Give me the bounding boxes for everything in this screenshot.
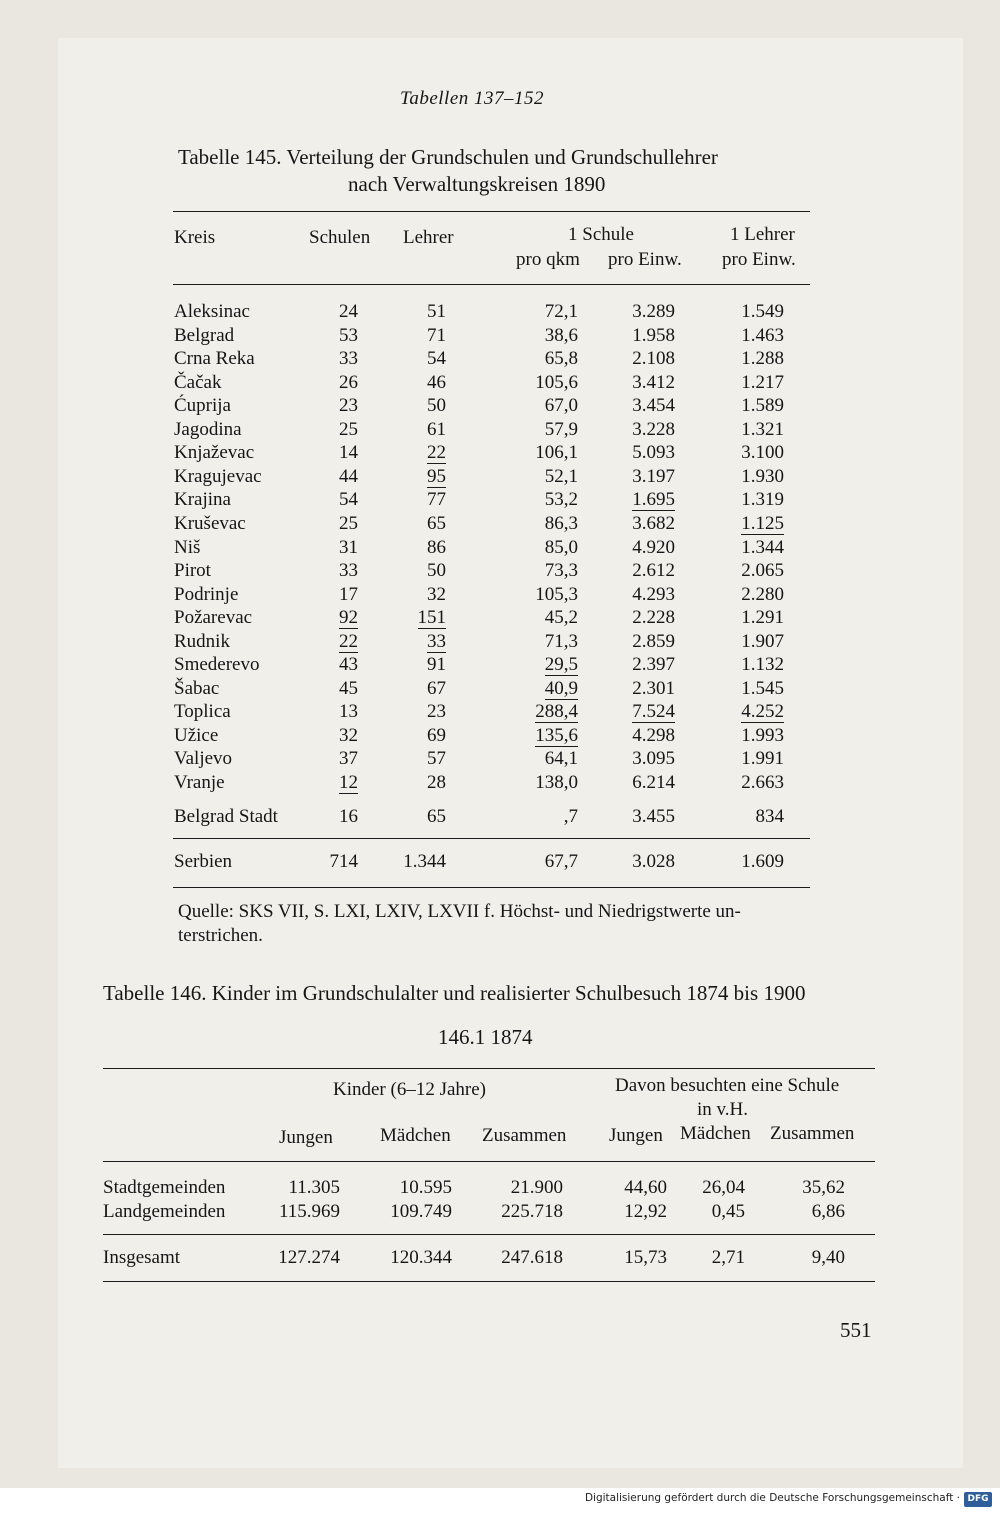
table-cell: 1.344 — [741, 536, 784, 558]
table-row-label: Belgrad — [174, 324, 235, 346]
table-cell: 54 — [339, 489, 358, 511]
table-cell: 2.228 — [632, 607, 675, 629]
table-row-label: Rudnik — [174, 630, 230, 652]
table-cell: 4.920 — [632, 536, 675, 558]
table-cell: 37 — [339, 748, 358, 770]
table-cell: 32 — [339, 724, 358, 746]
table-cell: 105,6 — [535, 371, 578, 393]
table-cell: 106,1 — [535, 442, 578, 464]
table-cell: 3.228 — [632, 418, 675, 440]
header-maedchen: Mädchen — [380, 1125, 451, 1146]
table-cell: 1.958 — [632, 324, 675, 346]
table-cell: 95 — [427, 465, 446, 487]
total-cell: 3.028 — [632, 851, 675, 872]
table-cell: 225.718 — [501, 1201, 563, 1222]
table-row-label: Podrinje — [174, 583, 239, 605]
table-cell: 1.463 — [741, 324, 784, 346]
total-cell: 1.609 — [741, 851, 784, 872]
table-cell: 6,86 — [811, 1201, 845, 1222]
table-cell: 3.197 — [632, 465, 675, 487]
total-label: Serbien — [174, 851, 233, 872]
table-cell: 64,1 — [544, 748, 578, 770]
table-cell: 1.125 — [741, 512, 784, 534]
table-cell: 65,8 — [544, 348, 578, 370]
table-row-label: Jagodina — [174, 418, 242, 440]
table-cell: 13 — [339, 701, 358, 723]
dfg-logo: DFG — [964, 1492, 992, 1507]
table-cell: 72,1 — [544, 301, 578, 322]
table-row-label: Krajina — [174, 489, 231, 511]
table-cell: 22 — [339, 630, 358, 652]
table-cell: 29,5 — [544, 654, 578, 676]
table-row-label: Valjevo — [174, 748, 233, 770]
table-cell: 109.749 — [390, 1201, 452, 1222]
table-cell: 50 — [427, 560, 446, 582]
table-cell: 22 — [427, 442, 446, 464]
header-lehrer: Lehrer — [403, 227, 454, 248]
table-row-label: Belgrad Stadt — [174, 805, 278, 827]
table-cell: 151 — [417, 607, 446, 629]
table-cell: 6.214 — [632, 772, 675, 793]
table-cell: 86,3 — [544, 512, 578, 534]
table-row-label: Crna Reka — [174, 348, 255, 370]
table-cell: 26 — [339, 371, 358, 393]
header-schulen: Schulen — [309, 227, 371, 248]
table-146-caption: Tabelle 146. Kinder im Grundschulalter und realisierter Schulbesuch 1874 bis 1900 — [103, 981, 806, 1005]
table-cell: 28 — [427, 772, 446, 793]
table-cell: 45,2 — [544, 607, 578, 629]
table-cell: 35,62 — [802, 1177, 845, 1198]
table-145-caption-line1: Tabelle 145. Verteilung der Grundschulen und Grundschullehrer — [178, 145, 718, 169]
header-pro-qkm: pro qkm — [516, 249, 580, 270]
table-146-bottom-rule — [103, 1281, 875, 1282]
table-cell: 1.132 — [741, 654, 784, 676]
table-cell: 2.065 — [741, 560, 784, 582]
table-cell: 46 — [427, 371, 446, 393]
table-145-source-line1: Quelle: SKS VII, S. LXI, LXIV, LXVII f. Höchst- und Niedrigstwerte un- — [178, 901, 741, 922]
table-row-label: Užice — [174, 724, 219, 746]
table-cell: 1.930 — [741, 465, 784, 487]
table-145-total-rule — [173, 838, 810, 839]
table-cell: 4.293 — [632, 583, 675, 605]
table-cell: 25 — [339, 512, 358, 534]
table-cell: 288,4 — [535, 701, 578, 723]
header-pct-maedchen: Mädchen — [680, 1123, 751, 1144]
table-cell: 77 — [427, 489, 446, 511]
table-row-label: Kragujevac — [174, 465, 262, 487]
table-145-bottom-rule — [173, 887, 810, 888]
table-row-label: Pirot — [174, 560, 211, 582]
total-cell: 1.344 — [403, 851, 446, 872]
table-cell: 86 — [427, 536, 446, 558]
table-cell: 50 — [427, 395, 446, 417]
table-cell: 1.549 — [741, 301, 784, 322]
table-146-subcaption: 146.1 1874 — [438, 1025, 533, 1049]
total-cell: 15,73 — [624, 1247, 667, 1268]
table-cell: 4.252 — [741, 701, 784, 723]
table-cell: 43 — [339, 654, 358, 676]
table-cell: ,7 — [563, 805, 578, 827]
table-cell: 1.991 — [741, 748, 784, 770]
table-row-label: Čačak — [174, 371, 222, 393]
table-cell: 2.612 — [632, 560, 675, 582]
table-cell: 38,6 — [544, 324, 578, 346]
table-cell: 2.301 — [632, 677, 675, 699]
table-cell: 73,3 — [544, 560, 578, 582]
table-cell: 3.682 — [632, 512, 675, 534]
table-cell: 10.595 — [399, 1177, 452, 1198]
table-cell: 1.321 — [741, 418, 784, 440]
header-jungen: Jungen — [279, 1127, 333, 1148]
table-cell: 7.524 — [632, 701, 675, 723]
table-cell: 33 — [427, 630, 446, 652]
table-cell: 3.455 — [632, 805, 675, 827]
table-cell: 21.900 — [510, 1177, 563, 1198]
table-cell: 2.859 — [632, 630, 675, 652]
table-cell: 138,0 — [535, 772, 578, 793]
header-kreis: Kreis — [174, 227, 216, 248]
table-cell: 3.100 — [741, 442, 784, 464]
table-row-label: Ćuprija — [174, 395, 231, 417]
table-cell: 3.289 — [632, 301, 675, 322]
table-cell: 1.288 — [741, 348, 784, 370]
table-cell: 1.545 — [741, 677, 784, 699]
table-146-header-rule — [103, 1161, 875, 1162]
header-zusammen: Zusammen — [482, 1125, 567, 1146]
table-cell: 1.695 — [632, 489, 675, 511]
digitization-footer — [0, 1488, 1000, 1513]
running-head: Tabellen 137–152 — [400, 88, 544, 109]
table-cell: 17 — [339, 583, 358, 605]
table-cell: 92 — [339, 607, 358, 629]
table-cell: 25 — [339, 418, 358, 440]
table-row-label: Vranje — [174, 772, 225, 793]
table-cell: 65 — [427, 805, 446, 827]
table-cell: 2.108 — [632, 348, 675, 370]
table-cell: 45 — [339, 677, 358, 699]
table-cell: 52,1 — [544, 465, 578, 487]
total-cell: 127.274 — [278, 1247, 340, 1268]
total-cell: 2,71 — [711, 1247, 745, 1268]
table-cell: 1.907 — [741, 630, 784, 652]
table-cell: 1.993 — [741, 724, 784, 746]
table-145-top-rule — [173, 211, 810, 212]
table-145-source-line2: terstrichen. — [178, 925, 263, 946]
table-row-label: Požarevac — [174, 607, 253, 629]
table-row-label: Toplica — [174, 701, 231, 723]
table-cell: 67 — [427, 677, 446, 699]
table-145-caption-line2: nach Verwaltungskreisen 1890 — [348, 172, 606, 196]
table-row-label: Landgemeinden — [103, 1201, 226, 1222]
table-cell: 12,92 — [624, 1201, 667, 1222]
table-cell: 3.454 — [632, 395, 675, 417]
table-cell: 2.397 — [632, 654, 675, 676]
table-row-label: Niš — [174, 536, 201, 558]
table-cell: 44 — [339, 465, 358, 487]
table-cell: 3.412 — [632, 371, 675, 393]
table-cell: 2.663 — [741, 772, 784, 793]
table-cell: 23 — [339, 395, 358, 417]
table-cell: 1.319 — [741, 489, 784, 511]
table-cell: 33 — [339, 348, 358, 370]
table-row-label: Stadtgemeinden — [103, 1177, 226, 1198]
header-pct-zusammen: Zusammen — [770, 1123, 855, 1144]
total-cell: 247.618 — [501, 1247, 563, 1268]
table-cell: 12 — [339, 772, 358, 793]
table-cell: 61 — [427, 418, 446, 440]
table-cell: 2.280 — [741, 583, 784, 605]
table-row-label: Šabac — [174, 677, 220, 699]
table-cell: 71,3 — [544, 630, 578, 652]
table-cell: 71 — [427, 324, 446, 346]
table-cell: 11.305 — [288, 1177, 340, 1198]
table-146-top-rule — [103, 1068, 875, 1069]
header-1-lehrer: 1 Lehrer — [730, 224, 795, 245]
header-lehrer-pro-einw: pro Einw. — [722, 249, 796, 270]
table-cell: 40,9 — [544, 677, 578, 699]
table-cell: 53 — [339, 324, 358, 346]
table-cell: 23 — [427, 701, 446, 723]
table-cell: 69 — [427, 724, 446, 746]
table-cell: 115.969 — [278, 1201, 340, 1222]
footer-text: Digitalisierung gefördert durch die Deutsche Forschungsgemeinschaft · — [584, 1492, 960, 1504]
table-row-label: Smederevo — [174, 654, 260, 676]
table-cell: 31 — [339, 536, 358, 558]
table-cell: 5.093 — [632, 442, 675, 464]
table-cell: 14 — [339, 442, 358, 464]
table-cell: 32 — [427, 583, 446, 605]
table-cell: 0,45 — [711, 1201, 745, 1222]
table-cell: 4.298 — [632, 724, 675, 746]
header-pct-jungen: Jungen — [609, 1125, 663, 1146]
table-row-label: Aleksinac — [174, 301, 250, 322]
table-cell: 85,0 — [544, 536, 578, 558]
table-cell: 91 — [427, 654, 446, 676]
table-cell: 57 — [427, 748, 446, 770]
table-145-header-rule — [173, 284, 810, 285]
table-cell: 1.217 — [741, 371, 784, 393]
table-146-total-rule — [103, 1234, 875, 1235]
header-1-schule: 1 Schule — [568, 224, 634, 245]
total-cell: 9,40 — [811, 1247, 845, 1268]
table-cell: 44,60 — [624, 1177, 667, 1198]
table-row-label: Knjaževac — [174, 442, 255, 464]
page-number: 551 — [840, 1318, 872, 1342]
table-cell: 67,0 — [544, 395, 578, 417]
table-cell: 53,2 — [544, 489, 578, 511]
total-cell: 120.344 — [390, 1247, 452, 1268]
total-label: Insgesamt — [103, 1247, 181, 1268]
table-cell: 16 — [339, 805, 358, 827]
header-davon-line2: in v.H. — [697, 1099, 749, 1120]
table-cell: 54 — [427, 348, 446, 370]
header-davon-line1: Davon besuchten eine Schule — [615, 1075, 840, 1096]
table-cell: 135,6 — [535, 724, 578, 746]
table-row-label: Kruševac — [174, 512, 246, 534]
table-cell: 105,3 — [535, 583, 578, 605]
total-cell: 714 — [329, 851, 358, 872]
total-cell: 67,7 — [544, 851, 578, 872]
table-cell: 51 — [427, 301, 446, 322]
header-kinder: Kinder (6–12 Jahre) — [333, 1079, 487, 1100]
table-cell: 57,9 — [544, 418, 578, 440]
header-pro-einw: pro Einw. — [608, 249, 682, 270]
table-cell: 1.589 — [741, 395, 784, 417]
table-cell: 33 — [339, 560, 358, 582]
table-cell: 834 — [755, 805, 784, 827]
table-cell: 26,04 — [702, 1177, 745, 1198]
table-cell: 65 — [427, 512, 446, 534]
table-cell: 24 — [339, 301, 358, 322]
table-cell: 3.095 — [632, 748, 675, 770]
table-cell: 1.291 — [741, 607, 784, 629]
